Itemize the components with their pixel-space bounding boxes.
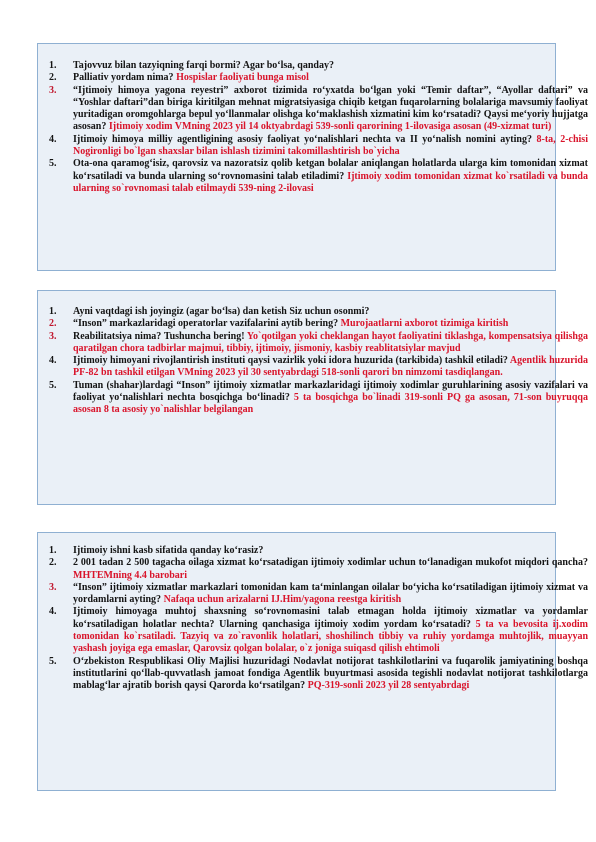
question-item	[49, 330, 588, 356]
answer-text: 5 ta va bevosita ij.xodim tomonidan ko`rsatiladi. Tazyiq va zo`ravonlik holatlari, shoshilinch tibbiy va ruhiy yordamga muhtojlik, muayyan yashash joyiga ega emaslar, Qarovsiz qolgan bolalar, o`z joniga suiqasd qilish ehtimoli	[73, 618, 588, 655]
question-number: 2.	[49, 557, 57, 569]
question-number: 1.	[49, 60, 57, 71]
question-text: Ijtimoiy ishni kasb sifatida qanday ko‘rasiz?	[73, 545, 264, 556]
question-item	[49, 379, 588, 417]
answer-text: 8-ta, 2-chisi Nogironligi bo`lgan shaxslar bilan ishlash tizimini takomillashtirish bo`yicha	[73, 133, 588, 158]
question-number: 4.	[49, 355, 57, 367]
question-text: O‘zbekiston Respublikasi Oliy Majlisi huzuridagi Nodavlat notijorat tashkilotlarini va fuqarolik jamiyatining boshqa institutlarini qo‘llab-quvvatlash jamoat fondiga Agentlik buyurtmasi asosida tegishli nodavlat notijorat tashkilotlarga mablag‘lar ajratib borish qaysi Qarorda ko‘rsatilgan?	[73, 655, 588, 692]
question-text: Tuman (shahar)lardagi “Inson” ijtimoiy xizmatlar markazlaridagi ijtimoiy xodimlar guruhlarining asosiy vazifalari va faoliyat yo‘nalishlari nechta bosqichga bo‘linadi?	[73, 379, 588, 404]
question-item	[49, 60, 588, 72]
question-item	[49, 133, 588, 159]
question-text: Ota-ona qaramog‘isiz, qarovsiz va nazoratsiz qolib ketgan bolalar aniqlangan holatlarda ularga kim tomonidan xizmat ko‘rsatiladi va bunda ularning so‘rovnomasini talab etiladimi?	[73, 158, 588, 182]
question-number: 4.	[49, 606, 57, 618]
question-text: Reabilitatsiya nima? Tushuncha bering!	[73, 330, 247, 342]
question-number: 5.	[49, 158, 57, 170]
question-number: 3.	[49, 84, 57, 96]
question-item	[49, 158, 588, 195]
answer-text: Yo`qotilgan yoki cheklangan hayot faoliyatini tiklashga, kompensatsiya qilishga qaratilgan chora tadbirlar majmui, tibbiy, ijtimoiy, jismoniy, kasbiy reablitatsiylar mavjud	[73, 330, 588, 354]
question-text: “Inson” markazlaridagi operatorlar vazifalarini aytib bering?	[73, 318, 341, 330]
answer-text: 5 ta bosqichga bo`linadi 319-sonli PQ ga asosan, 71-son buyruqqa asosan 8 ta asosiy yo`nalishlar belgilangan	[73, 392, 588, 416]
question-text: 2 001 tadan 2 500 tagacha oilaga xizmat ko‘rsatadigan ijtimoiy xodimlar uchun to‘lanadigan mukofot miqdori qancha?	[73, 557, 588, 569]
question-text: Ijtimoiy himoya milliy agentligining asosiy faoliyat yo‘nalishlari nechta va II yo‘nalish nomini ayting?	[73, 133, 537, 145]
question-item	[49, 581, 588, 607]
question-text: Palliativ yordam nima?	[73, 72, 177, 84]
question-item	[49, 306, 588, 318]
answer-text: Ijtimoiy xodim VMning 2023 yil 14 oktyabrdagi 539-sonli qarorining 1-ilovasiga asosan (49-xizmat turi)	[108, 121, 552, 133]
question-number: 4.	[49, 133, 57, 145]
question-number: 1.	[49, 306, 57, 317]
question-item	[49, 545, 588, 557]
question-item	[49, 655, 588, 693]
question-text: Ijtimoiy himoyani rivojlantirish instituti qaysi vazirlik yoki idora huzurida (tarkibida) tashkil etiladi?	[73, 355, 510, 367]
question-number: 5.	[49, 655, 57, 667]
question-number: 3.	[49, 581, 57, 593]
answer-text: Ijtimoiy xodim tomonidan xizmat ko`rsatiladi va bunda ularning so`rovnomasi talab etilmaydi 539-ning 2-ilovasi	[73, 170, 588, 194]
question-number: 3.	[49, 330, 57, 342]
answer-text: Murojaatlarni axborot tizimiga kiritish	[340, 318, 509, 330]
question-number: 2.	[49, 72, 57, 84]
question-number: 2.	[49, 318, 57, 330]
answer-text: Nafaqa uchun arizalarni IJ.Him/yagona reestga kiritish	[163, 594, 402, 606]
question-list-2	[49, 306, 588, 417]
question-text: “Ijtimoiy himoya yagona reyestri” axborot tizimida ro‘yxatda bo‘lgan yoki “Temir daftar”, “Ayollar daftari” va “Yoshlar daftari”dan biriga kiritilgan mehnat migratsiyasiga chiqib ketgan fuqarolarning bolalariga mavsumiy faoliyat yuritadigan oromgohlarga bepul yo‘llanmalar olishga ko‘maklashish xizmatini kim ko‘rsatadi? Qaysi me‘yoriy hujjatga asosan?	[73, 84, 588, 133]
question-number: 5.	[49, 379, 57, 391]
question-text: “Inson” ijtimoiy xizmatlar markazlari tomonidan kam ta‘minlangan oilalar bo‘yicha ko‘rsatiladigan ijtimoiy xizmat va yordamlarni ayting?	[73, 581, 588, 606]
question-item	[49, 606, 588, 655]
question-text: Ayni vaqtdagi ish joyingiz (agar bo‘lsa) dan ketish Siz uchun osonmi?	[73, 306, 370, 317]
question-item	[49, 84, 588, 134]
answer-text: Agentlik huzurida PF-82 bn tashkil etilgan VMning 2023 yil 30 sentyabrdagi 518-sonli qarori bn nimzomi tasdiqlangan.	[73, 355, 588, 379]
question-list-1	[49, 60, 588, 195]
question-item	[49, 318, 588, 330]
answer-text: MHTEMning 4.4 barobari	[73, 569, 187, 581]
answer-text: PQ-319-sonli 2023 yil 28 sentyabrdagi	[307, 680, 470, 692]
question-text: Ijtimoiy himoyaga muhtoj shaxsning so‘rovnomasini talab etmagan holda ijtimoiy xizmatlar va yordamlar ko‘rsatiladigan holatlar nechta? Ularning qanchasiga ijtimoiy xodim yordam ko‘rsatadi?	[73, 606, 588, 630]
question-number: 1.	[49, 545, 57, 556]
answer-text: Hospislar faoliyati bunga misol	[176, 72, 309, 84]
question-list-3	[49, 545, 588, 693]
question-item	[49, 355, 588, 380]
question-item	[49, 557, 588, 582]
question-text: Tajovvuz bilan tazyiqning farqi bormi? Agar bo‘lsa, qanday?	[73, 60, 334, 71]
question-item	[49, 72, 588, 84]
